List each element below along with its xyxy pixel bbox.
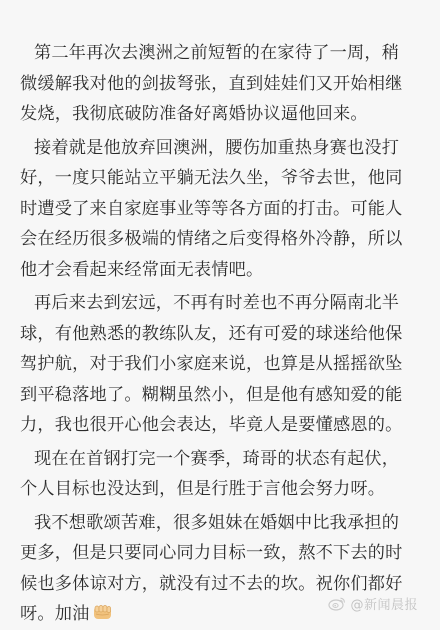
paragraph-2 bbox=[20, 133, 420, 286]
text-line: 会在经历很多极端的情绪之后变得格外冷静，所以 bbox=[20, 229, 403, 249]
text-line: 第二年再次去澳洲之前短暂的在家待了一周，稍 bbox=[34, 43, 400, 63]
watermark-handle: @新闻晨报 bbox=[350, 598, 418, 613]
text-line-content: 呀。加油 bbox=[20, 604, 90, 624]
text-line: 到平稳落地了。糊糊虽然小，但是他有感知爱的能 bbox=[20, 384, 403, 405]
weibo-watermark bbox=[328, 594, 418, 613]
text-line: 好，一度只能站立平躺无法久坐，爷爷去世，他同 bbox=[20, 168, 403, 188]
paragraph-3 bbox=[20, 288, 420, 441]
text-line: 球，有他熟悉的教练队友，还有可爱的球迷给他保 bbox=[20, 323, 403, 344]
text-line: 接着就是他放弃回澳洲，腰伤加重热身赛也没打 bbox=[34, 137, 400, 158]
text-line: 候也多体谅对方，就没有过不去的坎。祝你们都好 bbox=[20, 573, 403, 594]
text-line: 力，我也很开心他会表达，毕竟人是要懂感恩的。 bbox=[20, 415, 403, 435]
text-line: 时遭受了来自家庭事业等等各方面的打击。可能人 bbox=[20, 198, 403, 219]
text-line: 他才会看起来经常面无表情吧。 bbox=[20, 259, 264, 280]
text-line: 个人目标也没达到，但是行胜于言他会努力呀。 bbox=[20, 479, 386, 499]
text-line: 发烧，我彻底破防准备好离婚协议逼他回来。 bbox=[20, 104, 368, 124]
text-line: 现在在首钢打完一个赛季，琦哥的状态有起伏， bbox=[34, 448, 400, 469]
text-line: 驾护航，对于我们小家庭来说，也算是从摇摇欲坠 bbox=[20, 354, 403, 374]
text-line: 微缓解我对他的剑拔弩张，直到娃娃们又开始相继 bbox=[20, 73, 403, 94]
text-line: 更多，但是只要同心同力目标一致，熬不下去的时 bbox=[20, 543, 403, 563]
weibo-logo-icon bbox=[328, 596, 346, 611]
paragraph-1 bbox=[20, 38, 420, 130]
paragraph-4 bbox=[20, 444, 420, 505]
fist-emoji-icon bbox=[92, 603, 114, 621]
text-line: 再后来去到宏远，不再有时差也不再分隔南北半 bbox=[34, 293, 400, 313]
text-line: 我不想歌颂苦难，很多姐妹在婚姻中比我承担的 bbox=[34, 512, 400, 533]
